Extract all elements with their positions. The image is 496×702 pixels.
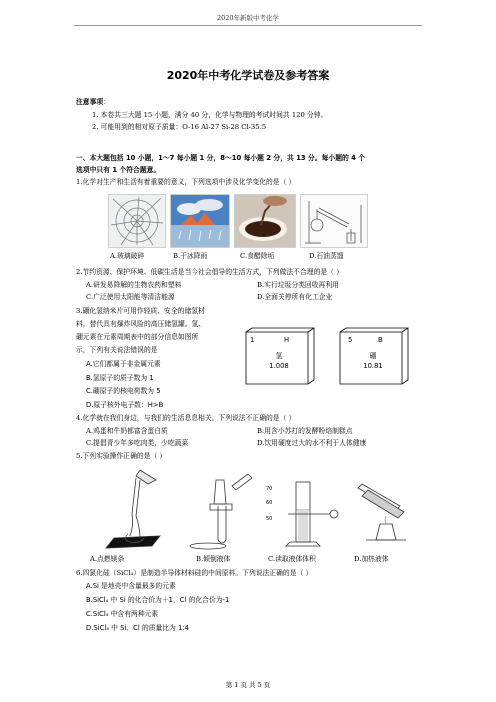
page-footer: 第 1 页 共 5 页 (225, 681, 271, 689)
notes-item-1: 1. 本卷共三大题 15 小题，满分 40 分，化学与物理的考试时间共 120 分钟。 (92, 111, 328, 119)
pour-liquid-image (190, 474, 252, 549)
q4-option-b: B.用含小苏打的发酵粉焙制糕点 (257, 427, 353, 435)
q6-stem: 6.四氯化硅（SiCl₄）是制造半导体材料硅的中间原料。下列说法正确的是（ ） (76, 569, 313, 577)
element-card-b (344, 336, 402, 370)
q2-option-c: C.广泛使用太阳能等清洁能源 (86, 293, 175, 301)
element-b-mass: 10.81 (363, 362, 383, 370)
q3-option-c: C.硼原子的核电荷数为 5 (86, 387, 161, 395)
q3-option-a: A.它们都属于非金属元素 (86, 360, 161, 368)
cylinder-tick-50: 50 (266, 516, 273, 522)
vinegar-spoon-image (234, 194, 296, 248)
q1-option-c: C.食醋除垢 (240, 252, 275, 260)
q2-option-d: D.全面关停所有化工企业 (257, 293, 333, 301)
q3-line-2: 料，替代具有爆炸风险的高压储氢罐。氢、 (76, 320, 206, 328)
q2-option-b: B.实行垃圾分类回收再利用 (257, 281, 339, 289)
q3-line-4: 示，下列有关说法错误的是 (76, 346, 158, 354)
read-cylinder-image (286, 482, 338, 546)
section1-line1: 一、本大题包括 10 小题，1～7 每小题 1 分，8～10 每小题 2 分，共 13 分。每小题的 4 个 (76, 154, 366, 162)
section1-line2: 选项中只有 1 个符合题意。 (76, 166, 161, 174)
broken-glass-image (108, 194, 166, 248)
q4-option-c: C.提倡青少年多吃肉类，少吃蔬菜 (86, 439, 189, 447)
notes-item-2: 2. 可能用到的相对原子质量：O-16 Al-27 Si-28 Cl-35.5 (92, 123, 267, 131)
q4-stem: 4.化学就在我们身边，与我们的生活息息相关。下列说法不正确的是（ ） (76, 414, 296, 422)
q4-option-a: A.鸡蛋和牛奶都富含蛋白质 (86, 427, 168, 435)
q3-line-1: 3.硼化氢纳米片可用作轻质、安全的储氢材 (76, 307, 205, 315)
ignite-magnesium-image (106, 470, 160, 548)
element-card-h (250, 336, 308, 370)
q5-option-d: D.加热液体 (354, 555, 389, 563)
q5-option-b: B.倾倒液体 (196, 555, 231, 563)
q1-stem: 1.化学对生产和生活有着重要的意义，下列选项中涉及化学变化的是（ ） (76, 178, 296, 186)
heat-liquid-image (358, 484, 406, 540)
q2-stem: 2.节约资源、保护环境、低碳生活是当今社会倡导的生活方式，下列做法不合理的是（ ） (76, 268, 343, 276)
q1-option-a: A.玻璃破碎 (110, 252, 145, 260)
q5-option-a: A.点燃镁条 (90, 555, 125, 563)
q3-line-3: 硼元素在元素周期表中的部分信息如图所 (76, 333, 199, 341)
q5-stem: 5.下列实验操作正确的是（ ） (76, 452, 167, 460)
cylinder-tick-60: 60 (266, 500, 273, 506)
q6-option-b: B.SiCl₄ 中 Si 的化合价为＋1，Cl 的化合价为-1 (86, 596, 230, 604)
q6-option-a: A.Si 是地壳中含量最多的元素 (86, 582, 176, 590)
q2-option-a: A.研发易降解的生物农药和塑料 (86, 281, 182, 289)
q1-option-b: B.干冰降雨 (173, 252, 208, 260)
element-h-symbol: H (284, 336, 290, 344)
element-h-name: 氢 (275, 352, 283, 360)
notes-heading (76, 98, 110, 107)
q6-option-d: D.SiCl₄ 中 Si、Cl 的质量比为 1:4 (86, 624, 189, 632)
q3-option-b: B.氢原子的质子数为 1 (86, 374, 154, 382)
q6-option-c: C.SiCl₄ 中含有两种元素 (86, 610, 159, 618)
cylinder-tick-70: 70 (266, 486, 273, 492)
element-h-mass: 1.008 (269, 362, 289, 370)
element-h-number: 1 (250, 336, 255, 344)
q5-option-c: C.读取液体体积 (268, 555, 316, 563)
element-b-name: 硼 (369, 352, 377, 360)
q1-option-d: D.石油蒸馏 (309, 252, 344, 260)
element-b-symbol: B (378, 336, 383, 344)
header-divider (74, 25, 422, 26)
notes-heading-colon: ： (103, 98, 110, 106)
q4-option-d: D.饮用硬度过大的水不利于人体健康 (257, 439, 367, 447)
q5-figures (100, 466, 418, 550)
distillation-image (300, 194, 368, 248)
dry-ice-rain-image (170, 194, 230, 248)
page-title: 2020年中考化学试卷及参考答案 (166, 69, 330, 82)
page-header: 2020年新版中考化学 (216, 14, 280, 22)
q3-option-d: D.原子核外电子数：H>B (86, 401, 164, 409)
notes-heading-text: 注意事项 (76, 98, 104, 106)
element-b-number: 5 (348, 336, 353, 344)
